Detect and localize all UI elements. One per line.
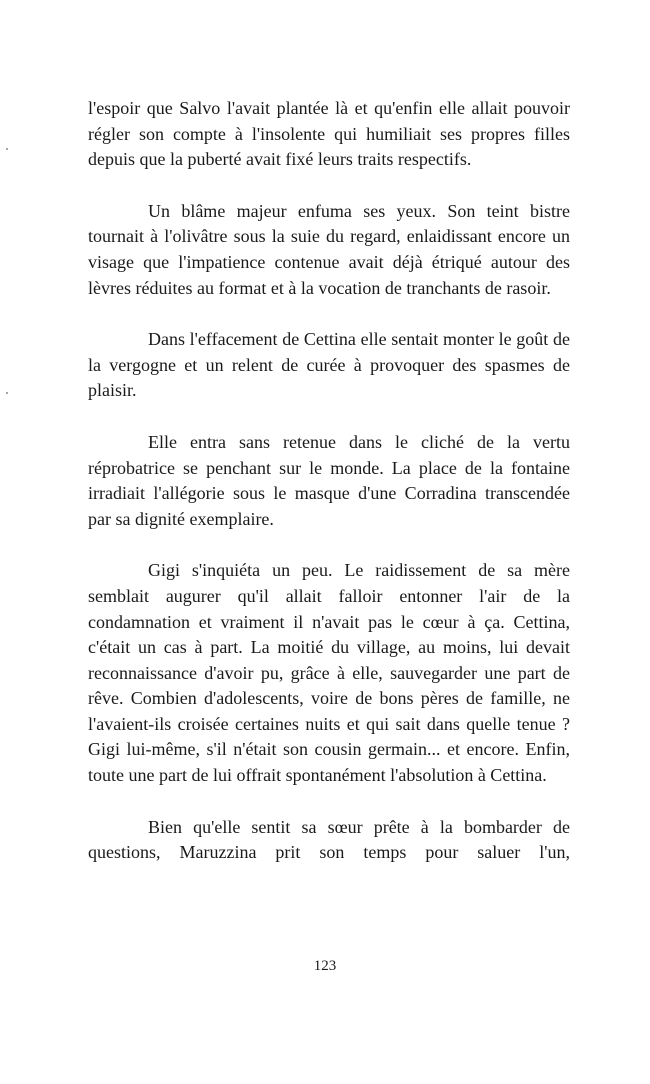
paragraph: Bien qu'elle sentit sa sœur prête à la bombarder de questions, Maruzzina prit son temps pour saluer l'un, [88,816,570,863]
paragraph: Elle entra sans retenue dans le cliché de la vertu réprobatrice se penchant sur le monde. La place de la fontaine irradiait l'allégorie sous le masque d'une Corradina transcendée par sa dignité exemplaire. [88,431,570,529]
margin-mark [6,148,8,150]
book-page-body [88,96,570,866]
paragraph: Gigi s'inquiéta un peu. Le raidissement de sa mère semblait augurer qu'il allait falloir entonner l'air de la condamnation et vraiment il n'avait pas le cœur à ça. Cettina, c'était un cas à part. La moitié du village, au moins, lui devait reconnaissance d'avoir pu, grâce à elle, sauvegarder une part de rêve. Combien d'adolescents, voire de bons pères de famille, ne l'avaient-ils croisée certaines nuits et qui sait dans quelle tenue ? Gigi lui-même, s'il n'était son cousin germain... et encore. Enfin, toute une part de lui offrait spontanément l'absolution à Cettina. [88,560,570,786]
paragraph: Dans l'effacement de Cettina elle sentait monter le goût de la vergogne et un relent de curée à provoquer des spasmes de plaisir. [88,329,570,401]
margin-mark [6,392,8,394]
page-number: 123 [313,958,337,974]
paragraph: Un blâme majeur enfuma ses yeux. Son teint bistre tournait à l'olivâtre sous la suie du regard, enlaidissant encore un visage que l'impatience contenue avait déjà étriqué autour des lèvres réduites au format et à la vocation de tranchants de rasoir. [88,200,570,298]
paragraph: l'espoir que Salvo l'avait plantée là et qu'enfin elle allait pouvoir régler son compte à l'insolente qui humiliait ses propres filles depuis que la puberté avait fixé leurs traits respectifs. [88,98,570,170]
